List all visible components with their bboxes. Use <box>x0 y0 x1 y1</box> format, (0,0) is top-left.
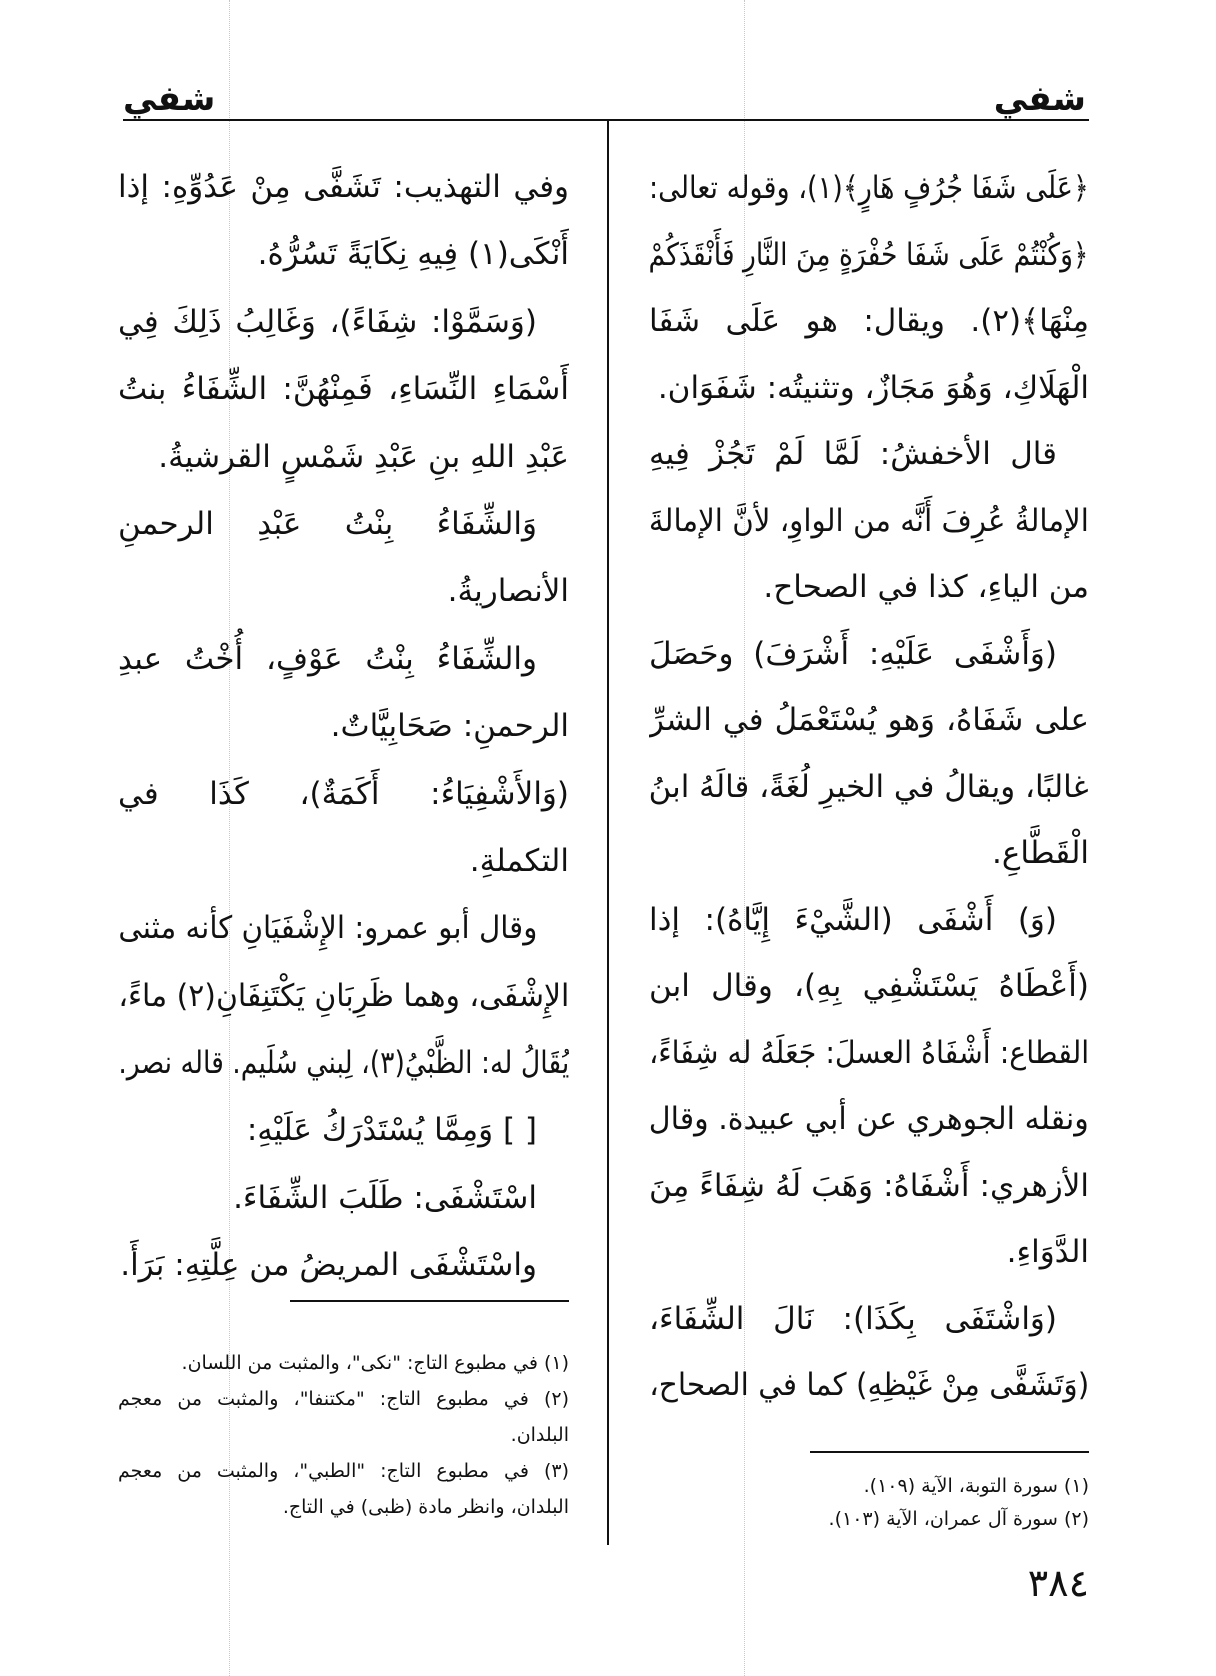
text-line <box>118 895 569 962</box>
line-text: أَنْكَى(١) فِيهِ نِكَايَةً تَسُرُّهُ. <box>257 236 569 273</box>
line-text: (وَسَمَّوْا: شِفَاءً)، وَغَالِبُ ذَلِكَ فِي <box>118 303 537 340</box>
line-text: أَسْمَاءِ النِّسَاءِ، فَمِنْهُنَّ: الشِّفَاءُ بنتُ <box>118 371 569 408</box>
footnote <box>118 1345 569 1381</box>
text-line <box>118 289 569 356</box>
text-line <box>649 288 1089 355</box>
text-line <box>118 491 569 558</box>
line-text: على شَفَاهُ، وَهو يُسْتَعْمَلُ في الشرِّ <box>649 702 1089 738</box>
line-text: الْقَطَّاعِ. <box>992 835 1089 871</box>
line-text: ﴿وَكُنْتُمْ عَلَى شَفَا حُفْرَةٍ مِنَ النَّارِ فَأَنْقَذَكُمْ <box>649 236 1089 273</box>
text-line <box>118 761 569 828</box>
footnote <box>118 1381 569 1417</box>
line-text: الإِشْفَى، وهما ظَرِبَانِ يَكْتَنِفَانِ(٢) ماءً، <box>118 977 569 1014</box>
text-line <box>118 1097 569 1164</box>
text-line <box>649 1219 1089 1286</box>
line-text: الدَّوَاءِ. <box>1006 1234 1089 1270</box>
footnote-text: البلدان. <box>510 1424 569 1446</box>
line-text: وقال أبو عمرو: الإِشْفَيَانِ كأنه مثنى <box>118 910 537 947</box>
footnote <box>118 1453 569 1489</box>
running-header-left: شفي <box>123 79 216 119</box>
text-line <box>649 488 1089 555</box>
header-rule <box>123 119 1089 121</box>
right-footnotes <box>649 1470 1089 1536</box>
text-line <box>649 155 1089 222</box>
line-text: الْهَلَاكِ، وَهُوَ مَجَازٌ، وتثنيتُه: شَفَوَان. <box>657 369 1089 406</box>
line-text: ونقله الجوهري عن أبي عبيدة. وقال <box>649 1101 1089 1137</box>
running-header-right: شفي <box>993 79 1086 119</box>
line-text: وَالشِّفَاءُ بِنْتُ عَبْدِ الرحمنِ <box>118 505 537 542</box>
line-text: [ ] وَمِمَّا يُسْتَدْرَكُ عَلَيْهِ: <box>246 1112 537 1149</box>
line-text: اسْتَشْفَى: طَلَبَ الشِّفَاءَ. <box>233 1179 537 1216</box>
text-line <box>118 356 569 423</box>
text-line <box>649 222 1089 289</box>
text-line <box>649 887 1089 954</box>
footnote-text: (٣) في مطبوع التاج: "الطبي"، والمثبت من معجم <box>118 1460 569 1482</box>
line-text: غالبًا، ويقالُ في الخيرِ لُغَةً، قالَهُ ابنُ <box>649 768 1089 805</box>
footnote-rule <box>290 1300 569 1302</box>
text-line <box>649 754 1089 821</box>
line-text: ﴿عَلَى شَفَا جُرُفٍ هَارٍ﴾(١)، وقوله تعالى: <box>649 170 1089 206</box>
line-text: وفي التهذيب: تَشَفَّى مِنْ عَدُوِّهِ: إذا <box>118 169 569 205</box>
text-line <box>649 621 1089 688</box>
text-line <box>118 693 569 760</box>
left-column <box>118 154 569 1300</box>
text-line <box>118 154 569 221</box>
text-line <box>649 355 1089 422</box>
footnote-text: البلدان، وانظر مادة (ظبى) في التاج. <box>282 1496 569 1518</box>
line-text: الرحمنِ: صَحَابِيَّاتٌ. <box>330 708 569 745</box>
text-line <box>649 1020 1089 1087</box>
line-text: (وَتَشَفَّى مِنْ غَيْظِهِ) كما في الصحاح، <box>649 1367 1089 1403</box>
right-column <box>649 155 1089 1419</box>
footnote-text: (٢) سورة آل عمران، الآية (١٠٣). <box>828 1508 1089 1530</box>
text-line <box>118 424 569 491</box>
text-line <box>649 421 1089 488</box>
line-text: واسْتَشْفَى المريضُ من عِلَّتِهِ: بَرَأَ. <box>120 1247 537 1284</box>
line-text: (وَ) أَشْفَى (الشَّيْءَ إِيَّاهُ): إذا <box>649 901 1057 938</box>
text-line <box>118 1165 569 1232</box>
text-line <box>118 221 569 288</box>
line-text: (وَأَشْفَى عَلَيْهِ: أَشْرَفَ) وحَصَلَ <box>649 635 1057 672</box>
column-divider <box>607 120 609 1545</box>
text-line <box>649 820 1089 887</box>
line-text: من الياءِ، كذا في الصحاح. <box>763 569 1089 605</box>
text-line <box>649 687 1089 754</box>
footnote-text: (١) في مطبوع التاج: "نكى"، والمثبت من اللسان. <box>181 1352 569 1374</box>
footnote <box>118 1417 569 1453</box>
text-line <box>649 953 1089 1020</box>
footnote-text: (١) سورة التوبة، الآية (١٠٩). <box>863 1475 1089 1497</box>
text-line <box>649 554 1089 621</box>
text-line <box>118 626 569 693</box>
footnote <box>649 1503 1089 1536</box>
line-text: (وَالأَشْفِيَاءُ: أَكَمَةٌ)، كَذَا في <box>118 775 569 812</box>
text-line <box>118 1232 569 1299</box>
footnote <box>649 1470 1089 1503</box>
line-text: التكملةِ. <box>469 842 569 879</box>
line-text: عَبْدِ اللهِ بنِ عَبْدِ شَمْسٍ القرشيةُ. <box>158 438 569 475</box>
line-text: (وَاشْتَفَى بِكَذَا): نَالَ الشِّفَاءَ، <box>649 1300 1057 1337</box>
footnote <box>118 1489 569 1525</box>
footnote-rule <box>810 1451 1089 1453</box>
text-line <box>649 1352 1089 1419</box>
text-line <box>649 1286 1089 1353</box>
line-text: قال الأخفشُ: لَمَّا لَمْ تَجُزْ فِيهِ <box>649 436 1057 472</box>
line-text: الأنصاريةُ. <box>447 573 569 610</box>
line-text: (أَعْطَاهُ يَسْتَشْفِي بِهِ)، وقال ابن <box>649 968 1089 1004</box>
text-line <box>649 1153 1089 1220</box>
left-footnotes <box>118 1345 569 1525</box>
line-text: يُقَالُ له: الظَّبْيُ(٣)، لِبني سُلَيم. قاله نصر. <box>118 1045 569 1082</box>
line-text: والشِّفَاءُ بِنْتُ عَوْفٍ، أُخْتُ عبدِ <box>118 640 537 677</box>
line-text: الإمالةُ عُرِفَ أَنَّه من الواوِ، لأنَّ الإمالةَ <box>649 502 1089 539</box>
line-text: الأزهري: أَشْفَاهُ: وَهَبَ لَهُ شِفَاءً مِنَ <box>649 1167 1089 1204</box>
line-text: القطاع: أَشْفَاهُ العسلَ: جَعَلَهُ له شِفَاءً، <box>649 1034 1089 1071</box>
text-line <box>118 558 569 625</box>
text-line <box>118 828 569 895</box>
page-number: ٣٨٤ <box>1027 1561 1089 1605</box>
text-line <box>118 1030 569 1097</box>
text-line <box>118 963 569 1030</box>
footnote-text: (٢) في مطبوع التاج: "مكتنفا"، والمثبت من معجم <box>118 1388 569 1410</box>
line-text: مِنْهَا﴾(٢). ويقال: هو عَلَى شَفَا <box>649 303 1089 339</box>
text-line <box>649 1086 1089 1153</box>
